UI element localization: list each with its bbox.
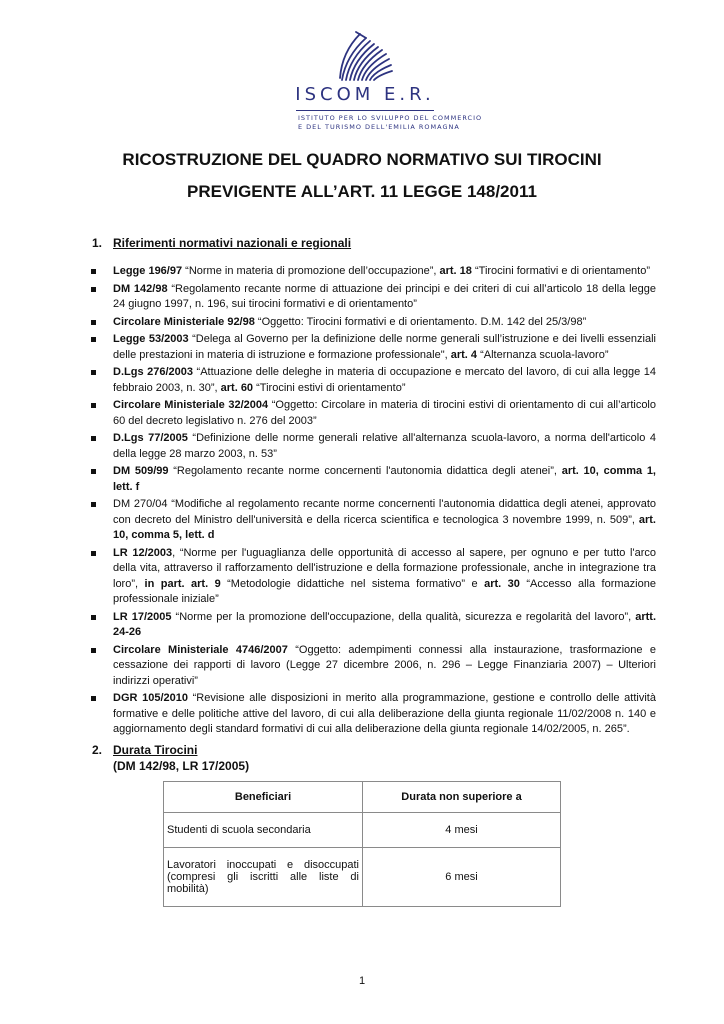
table-row bbox=[164, 813, 561, 848]
reference-citation: in part. art. 9 bbox=[144, 577, 221, 590]
square-bullet-icon bbox=[91, 469, 96, 474]
list-item bbox=[91, 398, 656, 429]
table-header-row bbox=[164, 782, 561, 813]
table-cell-beneficiary: Lavoratori inoccupati e disoccupati (compresi gli iscritti alle liste di mobilità) bbox=[164, 848, 363, 907]
document-title-line1: RICOSTRUZIONE DEL QUADRO NORMATIVO SUI TIROCINI bbox=[122, 150, 602, 169]
table-cell-duration: 6 mesi bbox=[363, 848, 561, 907]
reference-text: DM 270/04 “Modifiche al regolamento recante norme concernenti l'autonomia didattica degli atenei, approvato con decreto del Ministro dell'università e della ricerca scientifica e tecnologica 3 novembre 1999, n. 509”, bbox=[113, 498, 656, 526]
square-bullet-icon bbox=[91, 551, 96, 556]
square-bullet-icon bbox=[91, 615, 96, 620]
reference-text: “Oggetto: Tirocini formativi e di orientamento. D.M. 142 del 25/3/98” bbox=[254, 315, 587, 328]
section2-title: Durata Tirocini bbox=[113, 743, 198, 757]
list-item bbox=[91, 431, 656, 462]
duration-table bbox=[163, 781, 561, 907]
reference-text: “Delega al Governo per la definizione delle norme generali sull’istruzione e dei livelli essenziali delle prestazioni in materia di istruzione e formazione professionale", bbox=[113, 333, 656, 361]
reference-citation: DM 142/98 bbox=[113, 282, 168, 295]
section1-title: Riferimenti normativi nazionali e regionali bbox=[113, 236, 352, 250]
reference-citation: D.Lgs 77/2005 bbox=[113, 432, 188, 444]
reference-text: “Metodologie didattiche nel sistema formativo” e bbox=[220, 577, 485, 590]
reference-text: “Alternanza scuola-lavoro” bbox=[477, 348, 609, 361]
list-item bbox=[91, 691, 656, 738]
iscom-fan-logo-icon bbox=[336, 28, 394, 82]
list-item bbox=[91, 546, 656, 608]
square-bullet-icon bbox=[91, 648, 96, 653]
square-bullet-icon bbox=[91, 403, 96, 408]
table-row bbox=[164, 848, 561, 907]
list-item bbox=[91, 365, 656, 396]
reference-citation: DM 509/99 bbox=[113, 465, 169, 477]
logo-divider bbox=[296, 110, 434, 111]
table-header-durata: Durata non superiore a bbox=[363, 782, 561, 813]
square-bullet-icon bbox=[91, 502, 96, 507]
square-bullet-icon bbox=[91, 287, 96, 292]
reference-text: “Tirocini formativi e di orientamento” bbox=[471, 265, 651, 277]
square-bullet-icon bbox=[91, 337, 96, 342]
reference-citation: art. 10, comma 1, lett. f bbox=[113, 465, 656, 493]
list-item bbox=[91, 332, 656, 363]
page-number: 1 bbox=[358, 975, 366, 987]
section1-number: 1. bbox=[92, 236, 103, 250]
reference-citation: DGR 105/2010 bbox=[113, 692, 188, 704]
reference-text: “Revisione alle disposizioni in merito alla programmazione, gestione e controllo delle attività formative e delle politiche attive del lavoro, di cui alla deliberazione della giunta regionale 11/02/2008 n. 140 e aggiornamento degli standard formativi di cui alla deliberazione della giunta regionale 14/02/2005, n. 265”. bbox=[113, 692, 656, 735]
square-bullet-icon bbox=[91, 436, 96, 441]
reference-citation: LR 17/2005 bbox=[113, 610, 172, 623]
reference-citation: Circolare Ministeriale 32/2004 bbox=[113, 399, 269, 411]
reference-citation: Circolare Ministeriale 92/98 bbox=[113, 315, 255, 328]
reference-text: “Norme in materia di promozione dell’occupazione”, bbox=[182, 265, 440, 277]
reference-citation: Circolare Ministeriale 4746/2007 bbox=[113, 643, 288, 656]
reference-text: , “Norme per l'uguaglianza delle opportunità di accesso al sapere, per ognuno e per tutto l'arco della vita, attraverso il rafforzamento dell'istruzione e della formazione professionale, anche in integrazione tra loro”, bbox=[113, 546, 656, 590]
square-bullet-icon bbox=[91, 370, 96, 375]
reference-text: “Oggetto: Circolare in materia di tirocini estivi di orientamento di cui all’articolo 60 del decreto legislativo n. 276 del 2003” bbox=[113, 399, 656, 427]
reference-text: “Regolamento recante norme concernenti l'autonomia didattica degli atenei”, bbox=[168, 465, 562, 477]
reference-text: “Tirocini estivi di orientamento” bbox=[253, 381, 406, 394]
section2-subtitle: (DM 142/98, LR 17/2005) bbox=[113, 759, 250, 773]
reference-text: “Accesso alla formazione professionale iniziale” bbox=[113, 577, 656, 605]
square-bullet-icon bbox=[91, 269, 96, 274]
reference-citation: artt. 24-26 bbox=[113, 610, 657, 638]
reference-citation: art. 18 bbox=[439, 265, 472, 277]
reference-citation: Legge 53/2003 bbox=[113, 333, 189, 345]
table-cell-beneficiary: Studenti di scuola secondaria bbox=[164, 813, 363, 848]
reference-citation: art. 4 bbox=[450, 348, 478, 361]
logo-subtitle-line2: E DEL TURISMO DELL'EMILIA ROMAGNA bbox=[298, 123, 460, 131]
list-item bbox=[91, 315, 656, 331]
reference-citation: LR 12/2003 bbox=[113, 546, 173, 559]
logo-subtitle-line1: ISTITUTO PER LO SVILUPPO DEL COMMERCIO bbox=[298, 114, 483, 122]
iscom-logo bbox=[290, 28, 483, 136]
section2-number: 2. bbox=[92, 743, 103, 757]
reference-citation: art. 60 bbox=[220, 381, 254, 394]
table-cell-duration: 4 mesi bbox=[363, 813, 561, 848]
list-item bbox=[91, 497, 656, 544]
reference-text: “Norme per la promozione dell'occupazione, della qualità, sicurezza e regolarità del lavoro”, bbox=[171, 610, 636, 623]
reference-citation: art. 10, comma 5, lett. d bbox=[113, 513, 656, 541]
references-list bbox=[91, 264, 656, 740]
reference-text: “Oggetto: adempimenti connessi alla instaurazione, trasformazione e cessazione dei rapporti di lavoro (Legge 27 dicembre 2006, n. 296 – Legge Finanziaria 2007) – Ulteriori indirizzi operativi” bbox=[113, 643, 656, 687]
list-item bbox=[91, 610, 656, 641]
document-title-line2: PREVIGENTE ALL’ART. 11 LEGGE 148/2011 bbox=[187, 182, 537, 201]
reference-text: “Regolamento recante norme di attuazione dei principi e dei criteri di cui all’articolo 18 della legge 24 giugno 1997, n. 196, sui tirocini formativi e di orientamento” bbox=[113, 282, 657, 310]
reference-text: “Attuazione delle deleghe in materia di occupazione e mercato del lavoro, di cui alla legge 14 febbraio 2003, n. 30”, bbox=[113, 366, 656, 394]
reference-citation: art. 30 bbox=[484, 577, 520, 590]
list-item bbox=[91, 282, 656, 313]
square-bullet-icon bbox=[91, 320, 96, 325]
list-item bbox=[91, 264, 656, 280]
logo-name: ISCOM E.R. bbox=[295, 84, 435, 105]
reference-citation: D.Lgs 276/2003 bbox=[113, 366, 193, 378]
square-bullet-icon bbox=[91, 696, 96, 701]
table-header-beneficiari: Beneficiari bbox=[164, 782, 363, 813]
reference-citation: Legge 196/97 bbox=[113, 265, 183, 277]
reference-text: “Definizione delle norme generali relative all'alternanza scuola-lavoro, a norma dell'articolo 4 della legge 28 marzo 2003, n. 53” bbox=[113, 432, 656, 460]
list-item bbox=[91, 464, 656, 495]
list-item bbox=[91, 643, 656, 690]
